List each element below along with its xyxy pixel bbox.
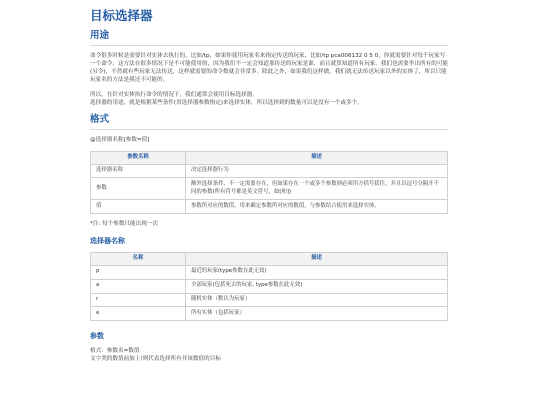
table-header-row	[91, 253, 448, 266]
table-cell: 最近的玩家(type参数在此无效)	[186, 265, 448, 279]
parameters-format-line: 格式：参数名=数值	[90, 348, 140, 355]
table-cell: 参数	[91, 178, 186, 200]
format-heading: 格式	[90, 114, 448, 129]
table-cell: a	[91, 279, 186, 293]
table-header: 描述	[186, 253, 448, 266]
table-row	[91, 293, 448, 307]
usage-paragraph-2-line-1: 所以，在针对实体执行命令的情况下，我们通常会使用目标选择器。	[90, 92, 258, 99]
table-cell: 决定选择器行为	[186, 164, 448, 178]
table-cell: 全部玩家(包括死去的玩家, type参数在此无效)	[186, 279, 448, 293]
format-syntax: @选择器名称[参数=值]	[90, 136, 150, 143]
table-row	[91, 307, 448, 321]
table-cell: 额外选择条件，不一定需要存在，但如果存在一个或多个参数则必须用方括号括住，并且以逗号分隔开不同的参数(所有符号都是英文符号，如[和])	[186, 178, 448, 200]
table-row	[91, 279, 448, 293]
usage-paragraph-2-line-2: 选择器的用途，就是根据某些条件(用选择器参数指定)来选择实体，所以选择到的数量可以是没有一个或多个。	[90, 100, 363, 107]
format-note: *注: 每个参数只能出现一次	[90, 220, 158, 227]
selector-names-heading: 选择器名称	[90, 236, 125, 245]
table-header: 参数名称	[91, 151, 186, 164]
table-cell: 值	[91, 200, 186, 214]
parameters-heading: 参数	[90, 332, 104, 341]
usage-paragraph-2	[90, 91, 448, 107]
table-header: 描述	[186, 151, 448, 164]
table-cell: 所有实体（包括玩家）	[186, 307, 448, 321]
table-row	[91, 164, 448, 178]
parameters-text	[90, 347, 448, 363]
table-cell: r	[91, 293, 186, 307]
table-row	[91, 178, 448, 200]
table-header-row	[91, 151, 448, 164]
table-cell: e	[91, 307, 186, 321]
table-cell: p	[91, 265, 186, 279]
selector-names-table	[90, 252, 448, 321]
usage-paragraph-1: 命令很多时候是需要针对实体去执行的，比如/tp，如果你使用玩家名来指定传送的玩家，比如/tp pca006132 0 5 0，你就需要针对每个玩家写一个命令，这方法在很多情况下是不可能使用的，因为我们不一定会知道那传送的玩家是谁，而且就算知道所有玩家，我们也需要坐出所有的可能(另令)，不然就有些玩家无法传送，这样就需要的命令数就会非常多。除此之外，如果我们这样做，我们就无法传送玩家以外的实体了，所以只能玩家名的方法是摸还不可能的。	[90, 52, 449, 83]
table-row	[91, 265, 448, 279]
parameters-desc-line: 文字类的数值前加上!则代表选择所有非该数值的目标	[90, 356, 221, 363]
table-row	[91, 200, 448, 214]
page-title: 目标选择器	[90, 8, 153, 23]
table-header: 名称	[91, 253, 186, 266]
format-table	[90, 151, 448, 214]
table-cell: 参数所对应的数值，用来确定参数所对应的数值，与参数结合使用来选择实体。	[186, 200, 448, 214]
table-cell: 选择器名称	[91, 164, 186, 178]
usage-heading: 用途	[90, 30, 448, 45]
table-cell: 随机实体（默认为玩家）	[186, 293, 448, 307]
